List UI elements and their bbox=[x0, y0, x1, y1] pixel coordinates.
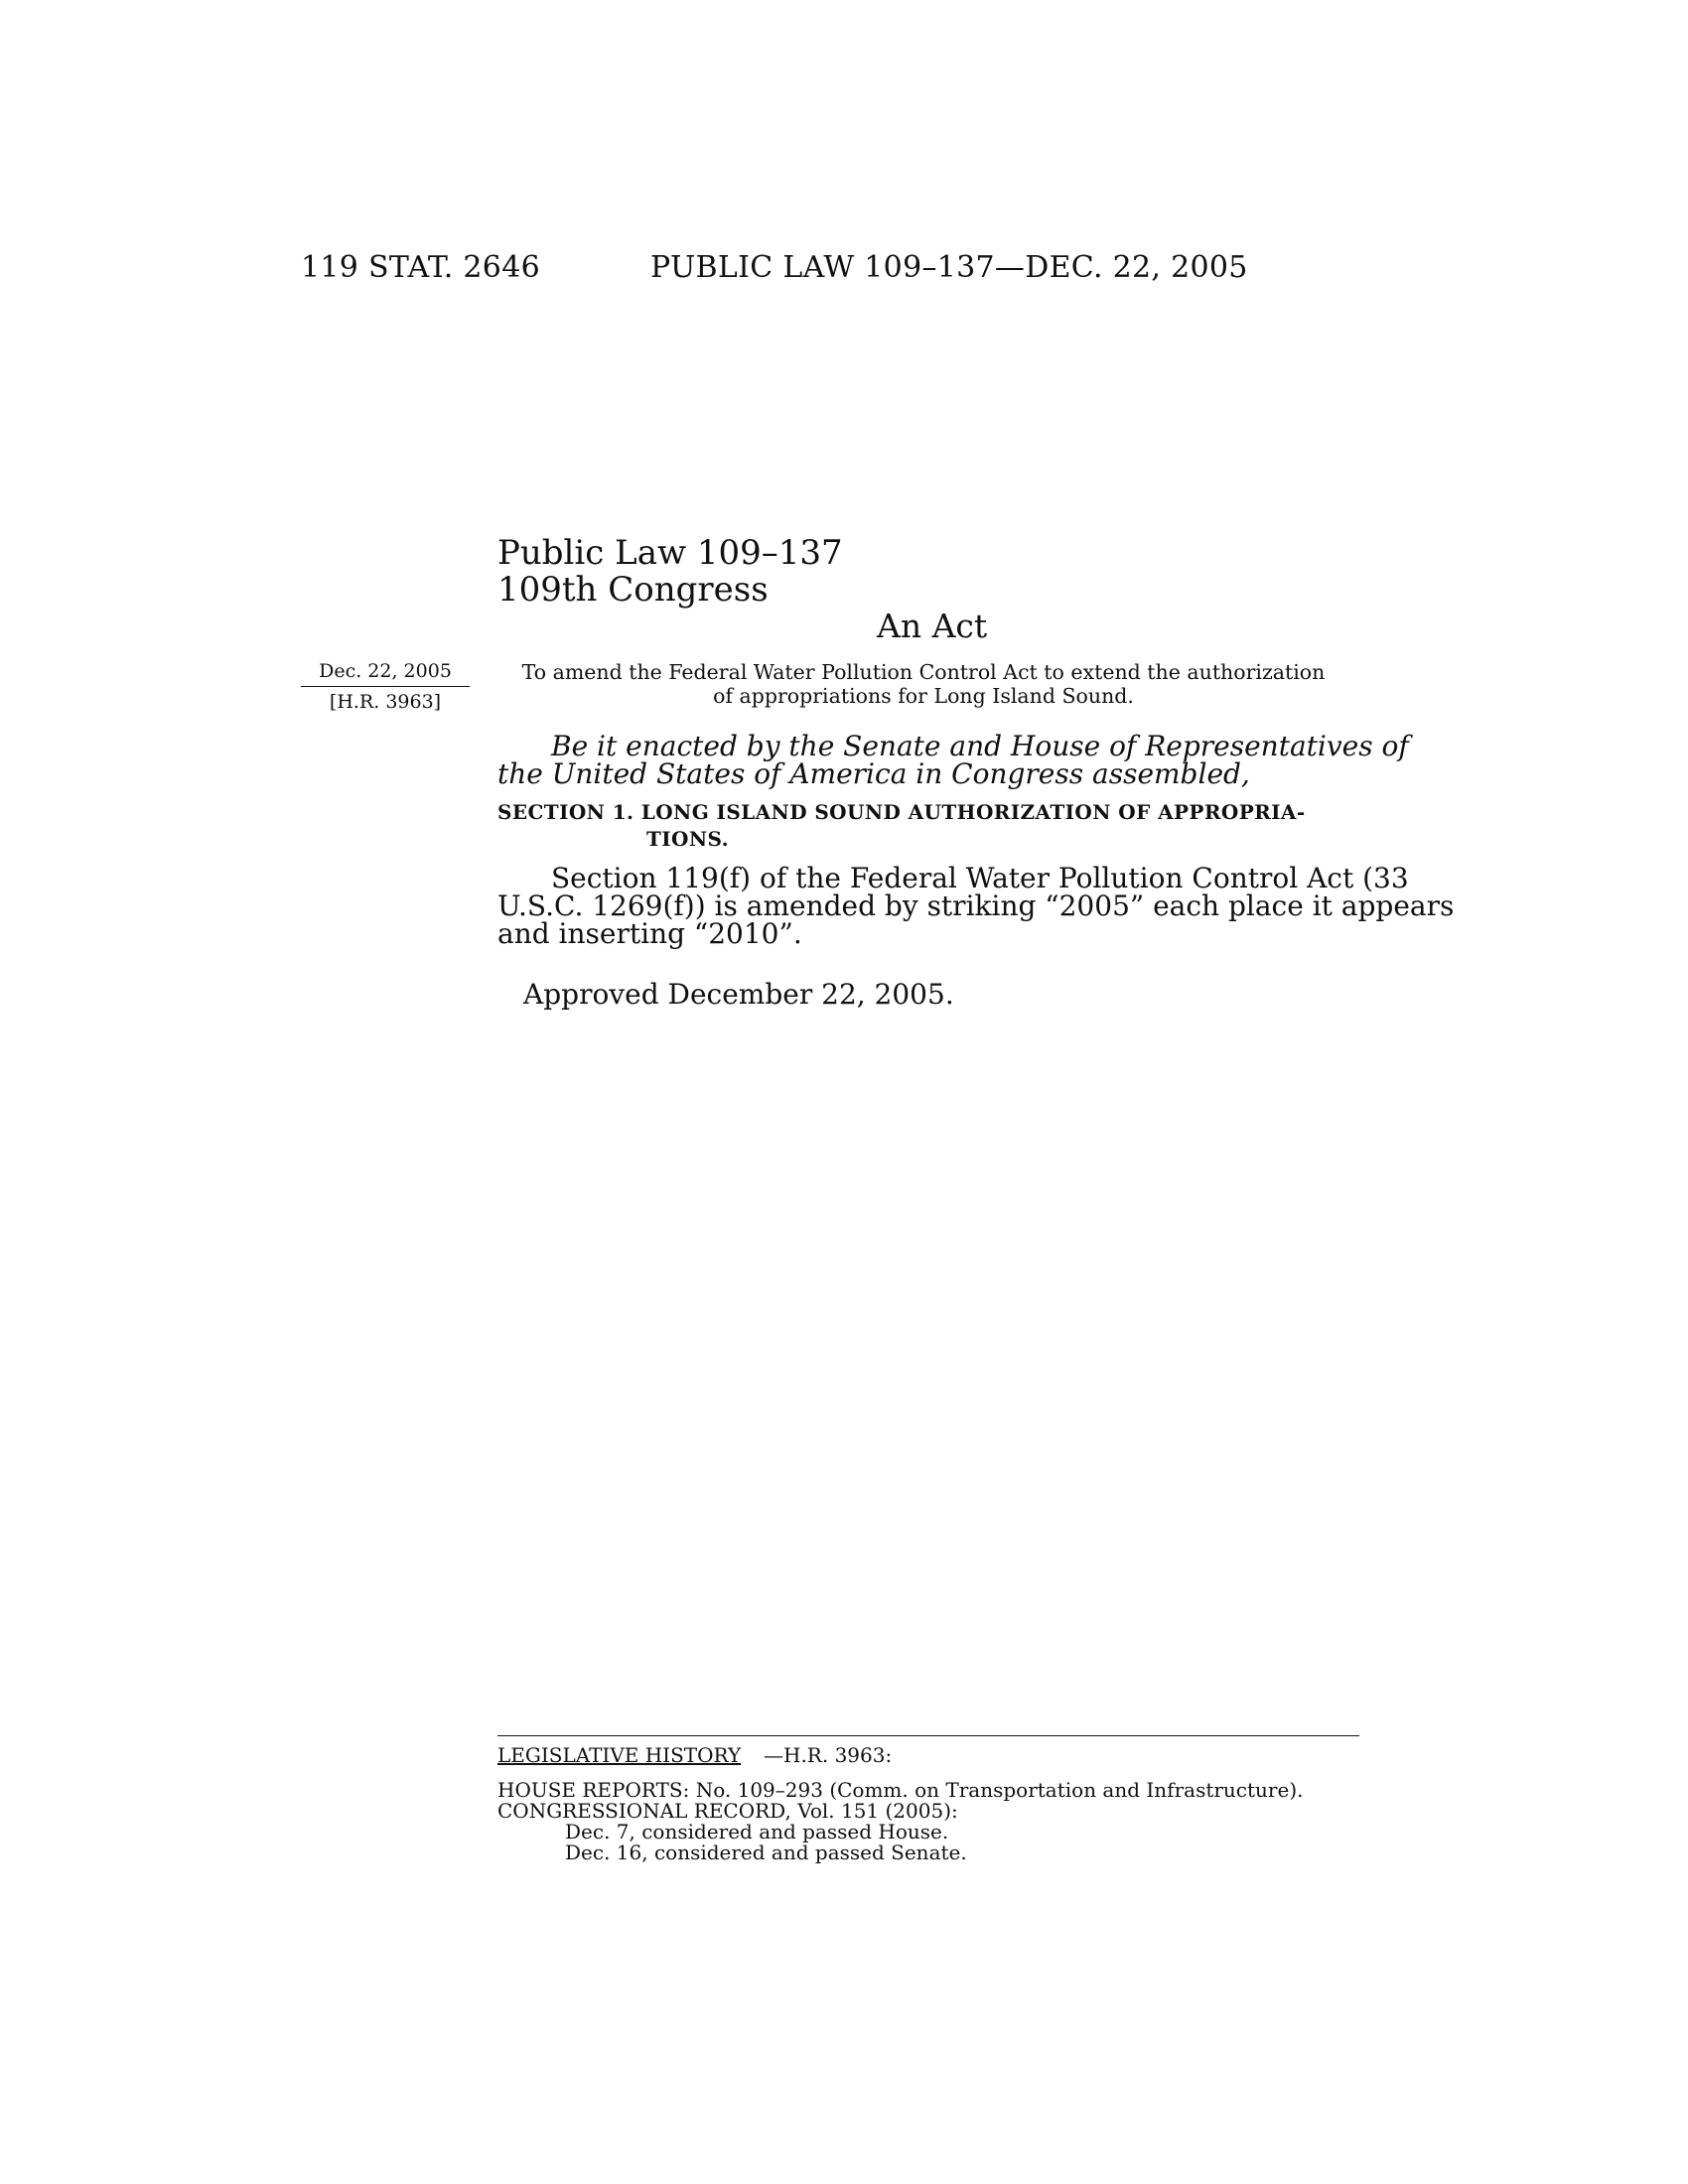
house-reports: HOUSE REPORTS: No. 109–293 (Comm. on Transportation and Infrastructure). bbox=[497, 1778, 1304, 1802]
act-heading: An Act bbox=[877, 607, 988, 645]
approval-statement: Approved December 22, 2005. bbox=[523, 978, 954, 1011]
legislative-history-label: LEGISLATIVE HISTORY bbox=[497, 1743, 742, 1767]
section-heading: SECTION 1. LONG ISLAND SOUND AUTHORIZATION OF APPROPRIA- bbox=[497, 800, 1306, 824]
purpose-line: To amend the Federal Water Pollution Control Act to extend the authorization bbox=[521, 660, 1326, 684]
enacting-clause-line: the United States of America in Congress assembled, bbox=[497, 757, 1250, 790]
margin-bill-number: [H.R. 3963] bbox=[329, 691, 442, 713]
footnote-rule bbox=[497, 1735, 1359, 1736]
margin-date: Dec. 22, 2005 bbox=[301, 660, 470, 687]
section-body-line: Section 119(f) of the Federal Water Pollution Control Act (33 bbox=[551, 862, 1409, 894]
stat-page-number: 119 STAT. 2646 bbox=[301, 250, 540, 285]
congress: 109th Congress bbox=[497, 570, 769, 610]
legislative-history-bill: —H.R. 3963: bbox=[764, 1743, 893, 1767]
law-number: Public Law 109–137 bbox=[497, 533, 843, 573]
enacting-clause-line: Be it enacted by the Senate and House of Representatives of bbox=[551, 730, 1409, 762]
congressional-record: CONGRESSIONAL RECORD, Vol. 151 (2005): bbox=[497, 1799, 958, 1823]
section-body-line: U.S.C. 1269(f)) is amended by striking “2005” each place it appears bbox=[497, 889, 1455, 922]
section-body-line: and inserting “2010”. bbox=[497, 917, 802, 950]
running-title: PUBLIC LAW 109–137—DEC. 22, 2005 bbox=[650, 250, 1248, 285]
section-heading-continued: TIONS. bbox=[646, 827, 730, 851]
purpose-line: of appropriations for Long Island Sound. bbox=[713, 684, 1134, 708]
record-entry: Dec. 7, considered and passed House. bbox=[565, 1820, 949, 1843]
record-entry: Dec. 16, considered and passed Senate. bbox=[565, 1841, 967, 1864]
